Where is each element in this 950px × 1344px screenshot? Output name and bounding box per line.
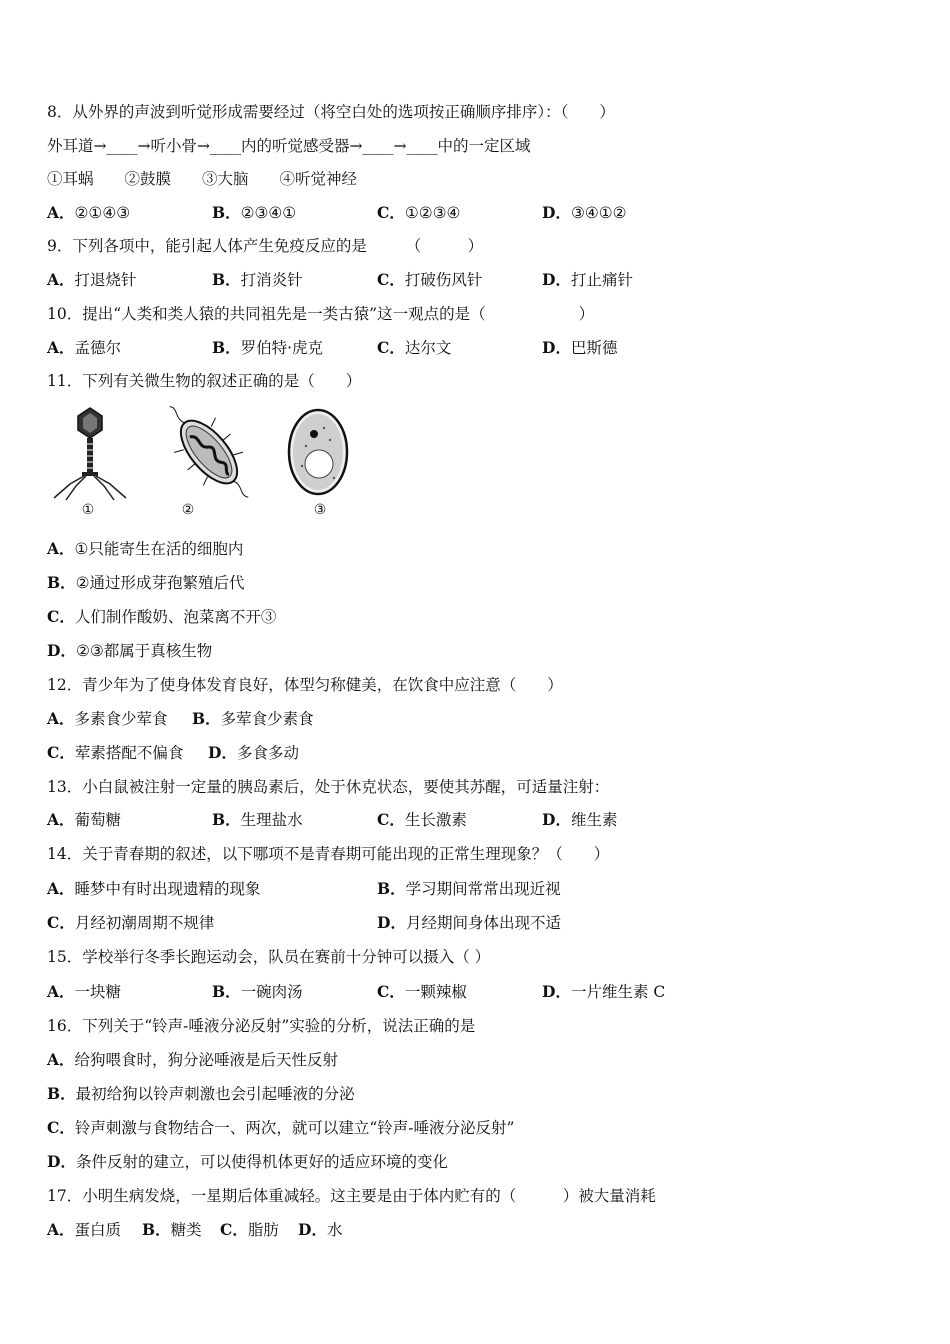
q8-chain: 外耳道→____→听小骨→____内的听觉感受器→____→____中的一定区域 <box>47 137 531 155</box>
q15-option-d[interactable]: D．一片维生素 C <box>542 982 666 1001</box>
q12-stem: 12．青少年为了使身体发育良好，体型匀称健美，在饮食中应注意（ ） <box>47 676 563 694</box>
q16-option-d[interactable]: D．条件反射的建立，可以使得机体更好的适应环境的变化 <box>47 1152 448 1171</box>
q17-option-a[interactable]: A．蛋白质 <box>47 1220 122 1239</box>
q13-stem: 13．小白鼠被注射一定量的胰岛素后，处于休克状态，要使其苏醒，可适量注射： <box>47 778 610 796</box>
q16-option-c[interactable]: C．铃声刺激与食物结合一、两次，就可以建立“铃声-唾液分泌反射” <box>47 1118 515 1137</box>
q12-option-d[interactable]: D．多食多动 <box>208 743 299 762</box>
q17-stem: 17．小明生病发烧，一星期后体重减轻。这主要是由于体内贮有的（ ）被大量消耗 <box>47 1187 656 1205</box>
q14-option-b[interactable]: B．学习期间常常出现近视 <box>377 879 561 898</box>
q9-option-a[interactable]: A．打退烧针 <box>47 270 137 289</box>
q17-option-c[interactable]: C．脂肪 <box>220 1220 279 1239</box>
q9-option-d[interactable]: D．打止痛针 <box>542 270 633 289</box>
q10-option-a[interactable]: A．孟德尔 <box>47 338 122 357</box>
q9-stem: 9．下列各项中，能引起人体产生免疫反应的是 （ ） <box>47 237 484 255</box>
q9-option-c[interactable]: C．打破伤风针 <box>377 270 483 289</box>
q12-option-a[interactable]: A．多素食少荤食 <box>47 709 168 728</box>
q10-option-c[interactable]: C．达尔文 <box>377 338 452 357</box>
q14-stem: 14．关于青春期的叙述，以下哪项不是青春期可能出现的正常生理现象？（ ） <box>47 845 610 863</box>
q17-option-b[interactable]: B．糖类 <box>142 1220 202 1239</box>
q8-option-c[interactable]: C．①②③④ <box>377 203 461 222</box>
q10-option-b[interactable]: B．罗伯特·虎克 <box>212 338 324 357</box>
q16-option-b[interactable]: B．最初给狗以铃声刺激也会引起唾液的分泌 <box>47 1084 355 1103</box>
q15-option-b[interactable]: B．一碗肉汤 <box>212 982 303 1001</box>
q11-option-b[interactable]: B．②通过形成芽孢繁殖后代 <box>47 573 245 592</box>
q13-option-d[interactable]: D．维生素 <box>542 810 618 829</box>
yeast-cell-image <box>286 406 350 498</box>
bacterium-image <box>164 404 254 500</box>
q12-option-c[interactable]: C．荤素搭配不偏食 <box>47 743 184 762</box>
figure-label-2: ② <box>181 502 195 518</box>
figure-label-3: ③ <box>313 502 327 518</box>
q11-stem: 11．下列有关微生物的叙述正确的是（ ） <box>47 372 362 390</box>
q15-stem: 15．学校举行冬季长跑运动会，队员在赛前十分钟可以摄入（ ） <box>47 948 491 966</box>
bacteriophage-image <box>48 406 132 502</box>
q12-option-b[interactable]: B．多荤食少素食 <box>192 709 314 728</box>
q10-option-d[interactable]: D．巴斯德 <box>542 338 618 357</box>
q8-items: ①耳蜗 ②鼓膜 ③大脑 ④听觉神经 <box>47 170 358 188</box>
microbe-figures <box>46 402 366 530</box>
q11-option-d[interactable]: D．②③都属于真核生物 <box>47 641 213 660</box>
q13-option-a[interactable]: A．葡萄糖 <box>47 810 122 829</box>
q9-option-b[interactable]: B．打消炎针 <box>212 270 303 289</box>
q8-option-b[interactable]: B．②③④① <box>212 203 297 222</box>
q14-option-d[interactable]: D．月经期间身体出现不适 <box>377 913 561 932</box>
q16-option-a[interactable]: A．给狗喂食时，狗分泌唾液是后天性反射 <box>47 1050 339 1069</box>
q11-option-c[interactable]: C．人们制作酸奶、泡菜离不开③ <box>47 607 277 626</box>
q13-option-b[interactable]: B．生理盐水 <box>212 810 303 829</box>
q15-option-a[interactable]: A．一块糖 <box>47 982 122 1001</box>
q11-option-a[interactable]: A．①只能寄生在活的细胞内 <box>47 539 244 558</box>
q8-option-a[interactable]: A．②①④③ <box>47 203 131 222</box>
q17-option-d[interactable]: D．水 <box>298 1220 343 1239</box>
q16-stem: 16．下列关于“铃声-唾液分泌反射”实验的分析，说法正确的是 <box>47 1017 476 1035</box>
q13-option-c[interactable]: C．生长激素 <box>377 810 467 829</box>
q8-option-d[interactable]: D．③④①② <box>542 203 627 222</box>
q15-option-c[interactable]: C．一颗辣椒 <box>377 982 467 1001</box>
figure-label-1: ① <box>81 502 95 518</box>
q8-stem: 8．从外界的声波到听觉形成需要经过（将空白处的选项按正确顺序排序）：（ ） <box>47 103 615 121</box>
q14-option-a[interactable]: A．睡梦中有时出现遗精的现象 <box>47 879 261 898</box>
q10-stem: 10．提出“人类和类人猿的共同祖先是一类古猿”这一观点的是（ ） <box>47 305 595 323</box>
q14-option-c[interactable]: C．月经初潮周期不规律 <box>47 913 215 932</box>
